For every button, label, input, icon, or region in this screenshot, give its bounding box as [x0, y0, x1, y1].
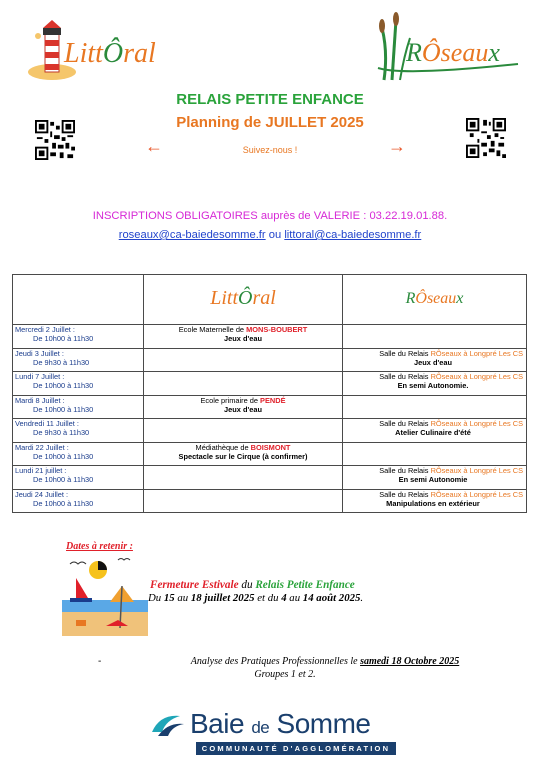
email-roseaux-link[interactable]: roseaux@ca-baiedesomme.fr — [118, 229, 266, 241]
fermeture-relais: Relais Petite Enfance — [255, 579, 355, 591]
table-header-row — [13, 275, 527, 325]
roseaux-cell — [343, 395, 527, 419]
time-label: De 10h00 à 11h30 — [33, 334, 94, 343]
roseaux-logo — [374, 12, 524, 82]
place-label: Ecole primaire de — [200, 395, 261, 405]
brand-baie: Baie — [190, 708, 252, 739]
logo-littoral-text-b: Ô — [102, 38, 124, 69]
activity-label: En semi Autonomie. — [397, 381, 469, 390]
littoral-cell — [144, 348, 343, 372]
town-label: MONS-BOUBERT — [246, 325, 308, 334]
table-roseaux-text-c: seau — [426, 290, 457, 307]
littoral-logo — [26, 12, 156, 82]
time-label: De 10h00 à 11h30 — [33, 381, 94, 390]
time-label: De 10h00 à 11h30 — [33, 451, 94, 461]
brand-somme: Somme — [269, 708, 371, 739]
time-label: De 10h00 à 11h30 — [33, 475, 94, 484]
day-cell — [13, 395, 144, 419]
header-empty-cell — [13, 275, 144, 325]
brand-de: de — [251, 718, 270, 737]
period-a: Du — [148, 592, 164, 604]
littoral-cell — [144, 489, 343, 513]
table-row — [13, 442, 527, 466]
period-b: 15 — [163, 592, 175, 604]
day-cell — [13, 489, 144, 513]
page-title: RELAIS PETITE ENFANCE — [176, 91, 364, 108]
littoral-cell — [144, 325, 343, 349]
day-label: Lundi 21 juillet : — [15, 466, 67, 475]
day-label: Jeudi 24 Juillet : — [15, 489, 68, 499]
place-label: Ecole Maternelle de — [178, 325, 247, 334]
wave-logo-icon — [150, 710, 186, 738]
table-littoral-text-b: Ô — [238, 286, 253, 309]
beach-illustration-icon — [62, 554, 148, 636]
roseaux-cell — [343, 348, 527, 372]
day-cell — [13, 325, 144, 349]
period-g: au — [286, 592, 303, 604]
dates-title: Dates à retenir : — [66, 541, 133, 552]
littoral-cell — [144, 466, 343, 490]
relais-label: RÔseaux à Longpré Les CS — [430, 489, 523, 499]
table-roseaux-text-a: R — [405, 290, 416, 307]
table-row — [13, 395, 527, 419]
day-cell — [13, 372, 144, 396]
day-label: Lundi 7 Juillet : — [15, 372, 65, 381]
table-littoral-text-a: Litt — [210, 286, 238, 309]
logo-roseaux-text-c: seau — [440, 38, 489, 67]
day-cell — [13, 442, 144, 466]
brand-tagline: COMMUNAUTÉ D'AGGLOMÉRATION — [196, 742, 396, 755]
follow-us-text: Suivez-nous ! — [242, 145, 298, 155]
place-label: Salle du Relais — [379, 419, 431, 428]
littoral-cell — [144, 395, 343, 419]
day-label: Vendredi 11 Juillet : — [15, 419, 79, 428]
list-dash: - — [98, 656, 102, 667]
littoral-cell — [144, 442, 343, 466]
period-h: 14 août 2025 — [302, 592, 361, 604]
relais-label: RÔseaux à Longpré Les CS — [430, 372, 523, 381]
arrow-right-icon: → — [388, 136, 406, 156]
period-d: 18 juillet 2025 — [190, 592, 255, 604]
groupes-text: Groupes 1 et 2. — [254, 669, 316, 680]
place-label: Salle du Relais — [379, 489, 431, 499]
analyse-text: Analyse des Pratiques Professionnelles le — [190, 656, 361, 667]
time-label: De 9h30 à 11h30 — [33, 357, 90, 367]
relais-label: RÔseaux à Longpré Les CS — [430, 466, 523, 475]
town-label: BOISMONT — [250, 442, 291, 452]
period-e: et du — [254, 592, 282, 604]
emails-line — [0, 229, 540, 241]
day-label: Mercredi 2 Juillet : — [15, 325, 75, 334]
place-label: Salle du Relais — [379, 372, 431, 381]
header-roseaux-cell — [343, 275, 527, 325]
fermeture-du: du — [238, 579, 256, 591]
table-roseaux-text-b: Ô — [415, 290, 427, 307]
place-label: Salle du Relais — [379, 348, 431, 358]
roseaux-cell — [343, 466, 527, 490]
page-subtitle: Planning de JUILLET 2025 — [176, 114, 364, 131]
day-label: Mardi 8 Juillet : — [15, 395, 65, 405]
period-i: . — [360, 592, 364, 604]
table-roseaux-text-d: x — [456, 290, 464, 307]
activity-label: En semi Autonomie — [398, 475, 468, 484]
time-label: De 10h00 à 11h30 — [33, 404, 94, 414]
header-littoral-cell — [144, 275, 343, 325]
roseaux-cell — [343, 489, 527, 513]
roseaux-cell — [343, 442, 527, 466]
fermeture-label: Fermeture Estivale — [150, 579, 239, 591]
activity-label: Atelier Culinaire d'été — [395, 428, 471, 437]
activity-label: Manipulations en extérieur — [386, 498, 480, 508]
day-cell — [13, 419, 144, 443]
time-label: De 9h30 à 11h30 — [33, 428, 90, 437]
baie-de-somme-logo — [190, 708, 371, 740]
logo-littoral-text-c: ral — [123, 38, 156, 69]
analyse-date: samedi 18 Octobre 2025 — [360, 656, 460, 667]
email-separator: ou — [265, 229, 285, 241]
table-littoral-text-c: ral — [252, 286, 276, 309]
table-row — [13, 489, 527, 513]
day-cell — [13, 348, 144, 372]
activity-label: Jeux d'eau — [224, 334, 262, 343]
fermeture-line — [150, 579, 355, 591]
roseaux-cell — [343, 419, 527, 443]
place-label: Salle du Relais — [379, 466, 431, 475]
inscriptions-text: INSCRIPTIONS OBLIGATOIRES auprès de VALERIE : 03.22.19.01.88. — [92, 210, 448, 222]
relais-label: RÔseaux à Longpré Les CS — [430, 419, 523, 428]
table-row — [13, 325, 527, 349]
relais-label: RÔseaux à Longpré Les CS — [430, 348, 523, 358]
logo-roseaux-text-a: R — [406, 38, 422, 67]
table-row — [13, 466, 527, 490]
activity-label: Jeux d'eau — [414, 357, 452, 367]
littoral-cell — [144, 419, 343, 443]
arrow-left-icon: ← — [145, 136, 163, 156]
fermeture-period — [148, 592, 363, 604]
day-label: Mardi 22 Juillet : — [15, 442, 69, 452]
table-row — [13, 372, 527, 396]
day-label: Jeudi 3 Juillet : — [15, 348, 64, 358]
table-row — [13, 348, 527, 372]
logo-roseaux-text-b: Ô — [421, 38, 441, 67]
logo-littoral-text-a: Litt — [64, 38, 103, 69]
period-c: au — [174, 592, 191, 604]
logo-roseaux-text-d: x — [488, 38, 500, 67]
activity-label: Spectacle sur le Cirque (à confirmer) — [178, 451, 308, 461]
town-label: PENDÉ — [260, 395, 286, 405]
time-label: De 10h00 à 11h30 — [33, 498, 94, 508]
roseaux-cell — [343, 325, 527, 349]
period-f: 4 — [281, 592, 287, 604]
activity-label: Jeux d'eau — [224, 404, 262, 414]
table-row — [13, 419, 527, 443]
littoral-cell — [144, 372, 343, 396]
day-cell — [13, 466, 144, 490]
roseaux-cell — [343, 372, 527, 396]
analyse-line — [0, 656, 540, 667]
place-label: Médiathèque de — [195, 442, 251, 452]
email-littoral-link[interactable]: littoral@ca-baiedesomme.fr — [284, 229, 422, 241]
planning-table — [12, 274, 527, 513]
